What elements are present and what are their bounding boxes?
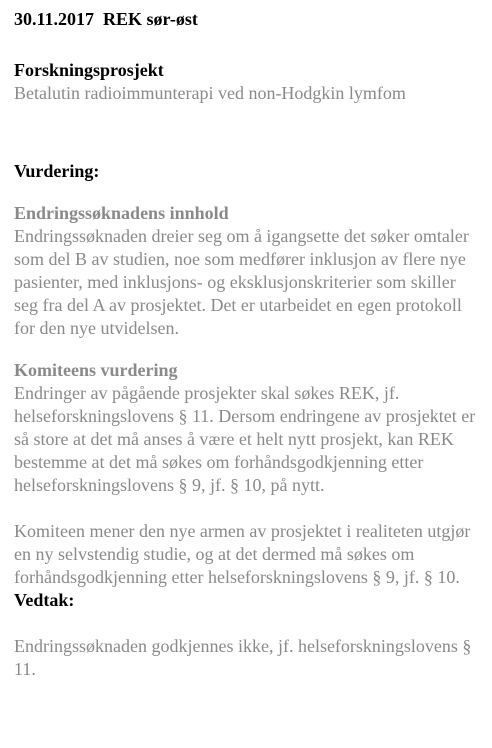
decision-body: Endringssøknaden godkjennes ikke, jf. helseforskningslovens § 11.	[14, 636, 472, 679]
project-label: Forskningsprosjekt	[14, 60, 164, 80]
decision-heading: Vedtak:	[14, 590, 75, 610]
committee-assessment-heading: Komiteens vurdering	[14, 360, 178, 380]
change-content-heading: Endringssøknadens innhold	[14, 203, 229, 223]
change-content-body: Endringssøknaden dreier seg om å igangsette det søker omtaler som del B av studien, noe som medfører inklusjon av flere nye pasienter, med inklusjons- og eksklusjonskriterier som skiller seg fra del A av prosjektet. Det er utarbeidet en egen protokoll for den nye utvidelsen.	[14, 226, 469, 338]
change-content-section	[14, 202, 478, 340]
project-block	[14, 59, 478, 105]
project-title: Betalutin radioimmunterapi ved non-Hodgkin lymfom	[14, 83, 406, 103]
committee-assessment-paragraph-2: Komiteen mener den nye armen av prosjektet i realiteten utgjør en ny selvstendig studie, og at det dermed må søkes om forhåndsgodkjenning etter helseforskningslovens § 9, jf. § 10.	[14, 521, 471, 587]
committee-assessment-paragraph-1: Endringer av pågående prosjekter skal søkes REK, jf. helseforskningslovens § 11. Dersom endringene av prosjektet er så store at det må anses å være et helt nytt prosjekt, kan REK bestemme at det må søkes om forhåndsgodkjenning etter helseforskningslovens § 9, jf. § 10, på nytt.	[14, 383, 476, 495]
header-date: 30.11.2017	[14, 9, 95, 29]
header-committee: REK sør-øst	[103, 9, 198, 29]
document-header	[14, 8, 478, 34]
assessment-heading: Vurdering:	[14, 161, 100, 181]
committee-assessment-section	[14, 359, 478, 589]
